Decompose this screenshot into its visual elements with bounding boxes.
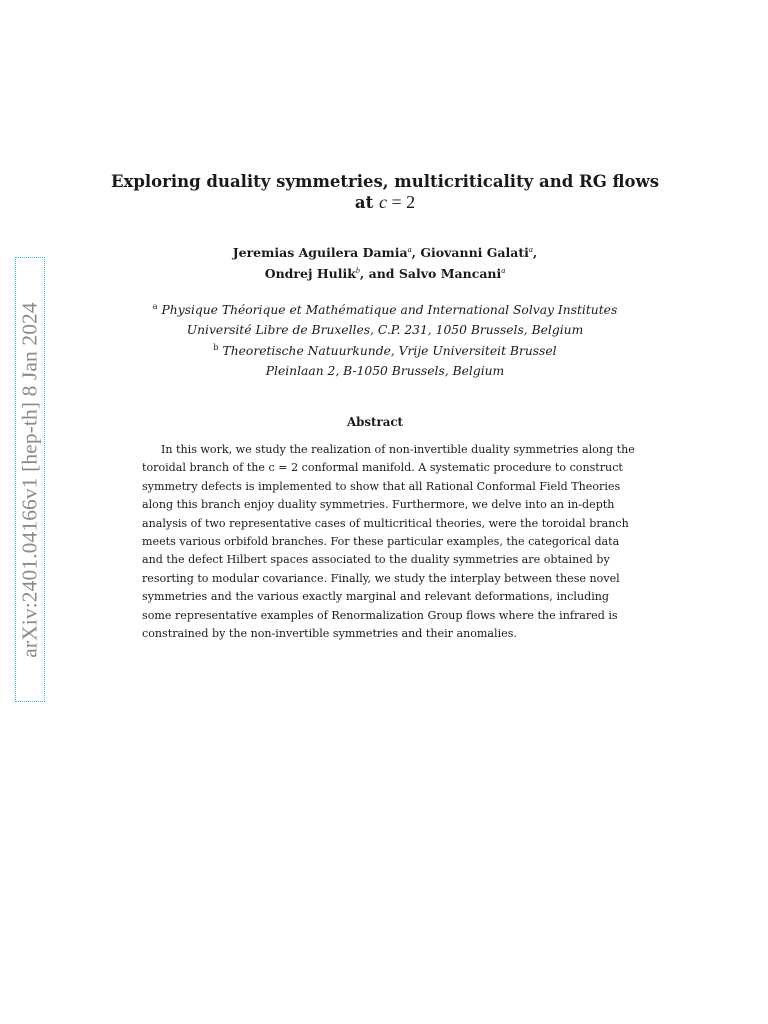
affiliation-b-line-1 [110, 341, 660, 361]
author-name: Ondrej Hulik [264, 266, 356, 281]
affiliations [110, 300, 660, 381]
paper-title [90, 172, 680, 213]
affiliation-b-line-2: Pleinlaan 2, B-1050 Brussels, Belgium [265, 363, 505, 378]
author-separator: , [411, 245, 421, 260]
affiliation-a-marker: a [152, 302, 158, 311]
abstract-line: analysis of two representative cases of multicritical theories, were the toroidal branch [142, 516, 629, 530]
author-name: Jeremias Aguilera Damia [232, 245, 408, 260]
affiliation-a-line-1 [110, 300, 660, 320]
affiliation-marker: a [407, 245, 412, 254]
author-separator: , and [359, 266, 399, 281]
author-line-1 [140, 242, 630, 263]
abstract-line: constrained by the non-invertible symmetries and their anomalies. [142, 626, 517, 640]
abstract-line: and the defect Hilbert spaces associated to the duality symmetries are obtained by [142, 553, 610, 567]
abstract-line: In this work, we study the realization of non-invertible duality symmetries along the [161, 443, 635, 456]
affiliation-a-text: Physique Théorique et Mathématique and International Solvay Institutes [161, 303, 618, 317]
affiliation-marker: a [528, 245, 533, 254]
abstract-line: toroidal branch of the c = 2 conformal manifold. A systematic procedure to construct [142, 461, 623, 475]
abstract-line: meets various orbifold branches. For these particular examples, the categorical data [142, 534, 620, 548]
author-separator: , [532, 245, 538, 260]
author-name: Salvo Mancani [398, 266, 502, 281]
title-line-2 [90, 192, 680, 213]
author-line-2 [140, 263, 630, 284]
abstract-body [142, 441, 635, 643]
abstract-line: resorting to modular covariance. Finally, we study the interplay between these novel [142, 571, 620, 585]
author-list [140, 242, 630, 284]
affiliation-b-marker: b [213, 342, 219, 352]
title-line-2-prefix: at [354, 193, 374, 212]
title-math-equation: = 2 [386, 192, 416, 212]
affiliation-a-line-2: Université Libre de Bruxelles, C.P. 231, 1050 Brussels, Belgium [186, 323, 584, 338]
affiliation-b-text: Theoretische Natuurkunde, Vrije Universiteit Brussel [222, 343, 557, 358]
author-name: Giovanni Galati [420, 245, 529, 260]
abstract-line: some representative examples of Renormalization Group flows where the infrared is [142, 608, 618, 622]
abstract-line: symmetry defects is implemented to show that all Rational Conformal Field Theories [142, 479, 621, 493]
arxiv-identifier: arXiv:2401.04166v1 [hep-th] 8 Jan 2024 [17, 301, 42, 658]
affiliation-marker: a [501, 266, 506, 275]
abstract-heading: Abstract [347, 415, 403, 429]
abstract-line: symmetries and the various exactly marginal and relevant deformations, including [142, 590, 609, 604]
arxiv-stamp [15, 257, 45, 702]
affiliation-marker: b [355, 266, 360, 275]
title-math-variable: c [378, 192, 387, 212]
title-line-1: Exploring duality symmetries, multicriticality and RG flows [110, 172, 660, 191]
abstract-line: along this branch enjoy duality symmetries. Furthermore, we delve into an in-depth [142, 498, 615, 512]
